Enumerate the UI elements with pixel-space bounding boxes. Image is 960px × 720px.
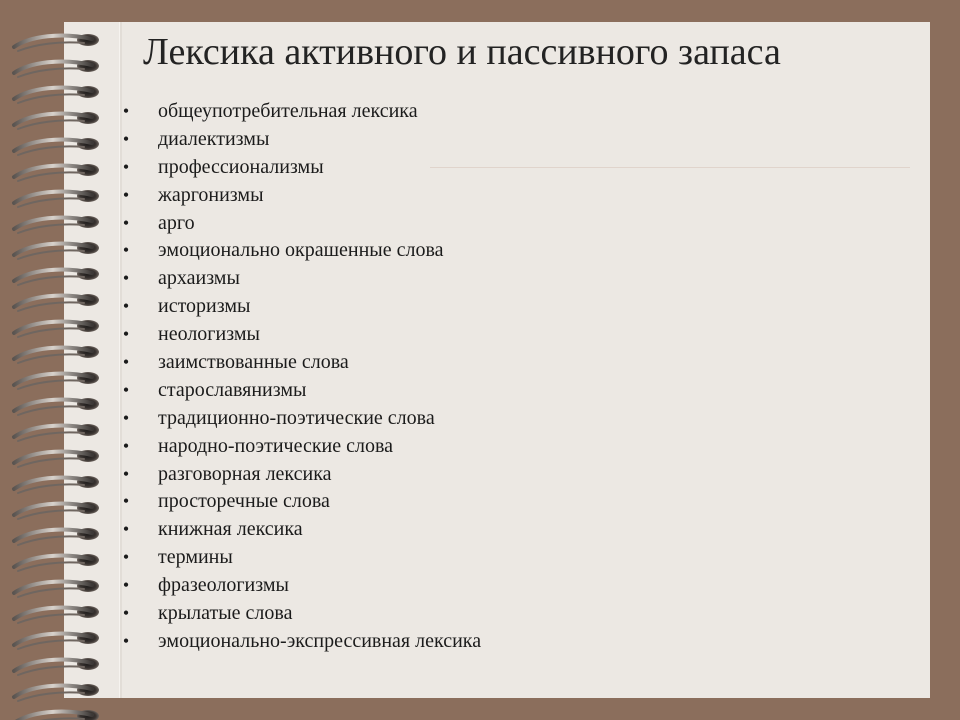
bullet-icon: • (122, 324, 130, 345)
list-item-text: народно-поэтические слова (158, 434, 394, 457)
bullet-icon: • (122, 101, 130, 121)
bullet-icon: • (122, 407, 130, 428)
bullet-icon: • (122, 128, 130, 149)
bullet-icon: • (122, 268, 130, 289)
bullet-icon: • (122, 156, 130, 177)
spiral-binding-icon (0, 0, 110, 720)
list-item-text: разговорная лексика (158, 462, 332, 485)
list-item-text: заимствованные слова (158, 351, 349, 374)
list-item-text: эмоционально окрашенные слова (158, 239, 444, 262)
list-item-text: традиционно-поэтические слова (158, 406, 435, 429)
bullet-icon: • (122, 435, 130, 456)
list-item-text: архаизмы (158, 267, 240, 290)
list-item-text: историзмы (158, 295, 251, 318)
list-item-text: просторечные слова (158, 490, 330, 513)
list-item-text: эмоционально-экспрессивная лексика (158, 629, 482, 652)
bullet-icon: • (122, 575, 130, 596)
list-item-text: арго (158, 211, 195, 234)
bullet-icon: • (122, 547, 130, 568)
ruled-line (430, 167, 910, 168)
bullet-icon: • (122, 212, 130, 233)
bullet-icon: • (122, 240, 130, 261)
bullet-icon: • (122, 463, 130, 484)
list-item-text: общеупотребительная лексика (158, 100, 418, 122)
bullet-icon: • (122, 352, 130, 373)
list-item-text: жаргонизмы (158, 183, 264, 206)
list-item-text: неологизмы (158, 323, 260, 346)
list-item-text: книжная лексика (158, 518, 303, 541)
bullet-icon: • (122, 379, 130, 400)
list-item-text: старославянизмы (158, 378, 307, 401)
list-item-text: профессионализмы (158, 155, 324, 178)
list-item-text: диалектизмы (158, 127, 270, 150)
slide-title: Лексика активного и пассивного запаса (143, 31, 781, 73)
bullet-icon: • (122, 603, 130, 624)
list-item-text: крылатые слова (158, 602, 293, 625)
bullet-icon: • (122, 519, 130, 540)
bullet-icon: • (122, 630, 130, 651)
bullet-icon: • (122, 491, 130, 512)
bullet-icon: • (122, 296, 130, 317)
list-item-text: фразеологизмы (158, 574, 289, 597)
bullet-icon: • (122, 184, 130, 205)
list-item-text: термины (158, 546, 233, 569)
